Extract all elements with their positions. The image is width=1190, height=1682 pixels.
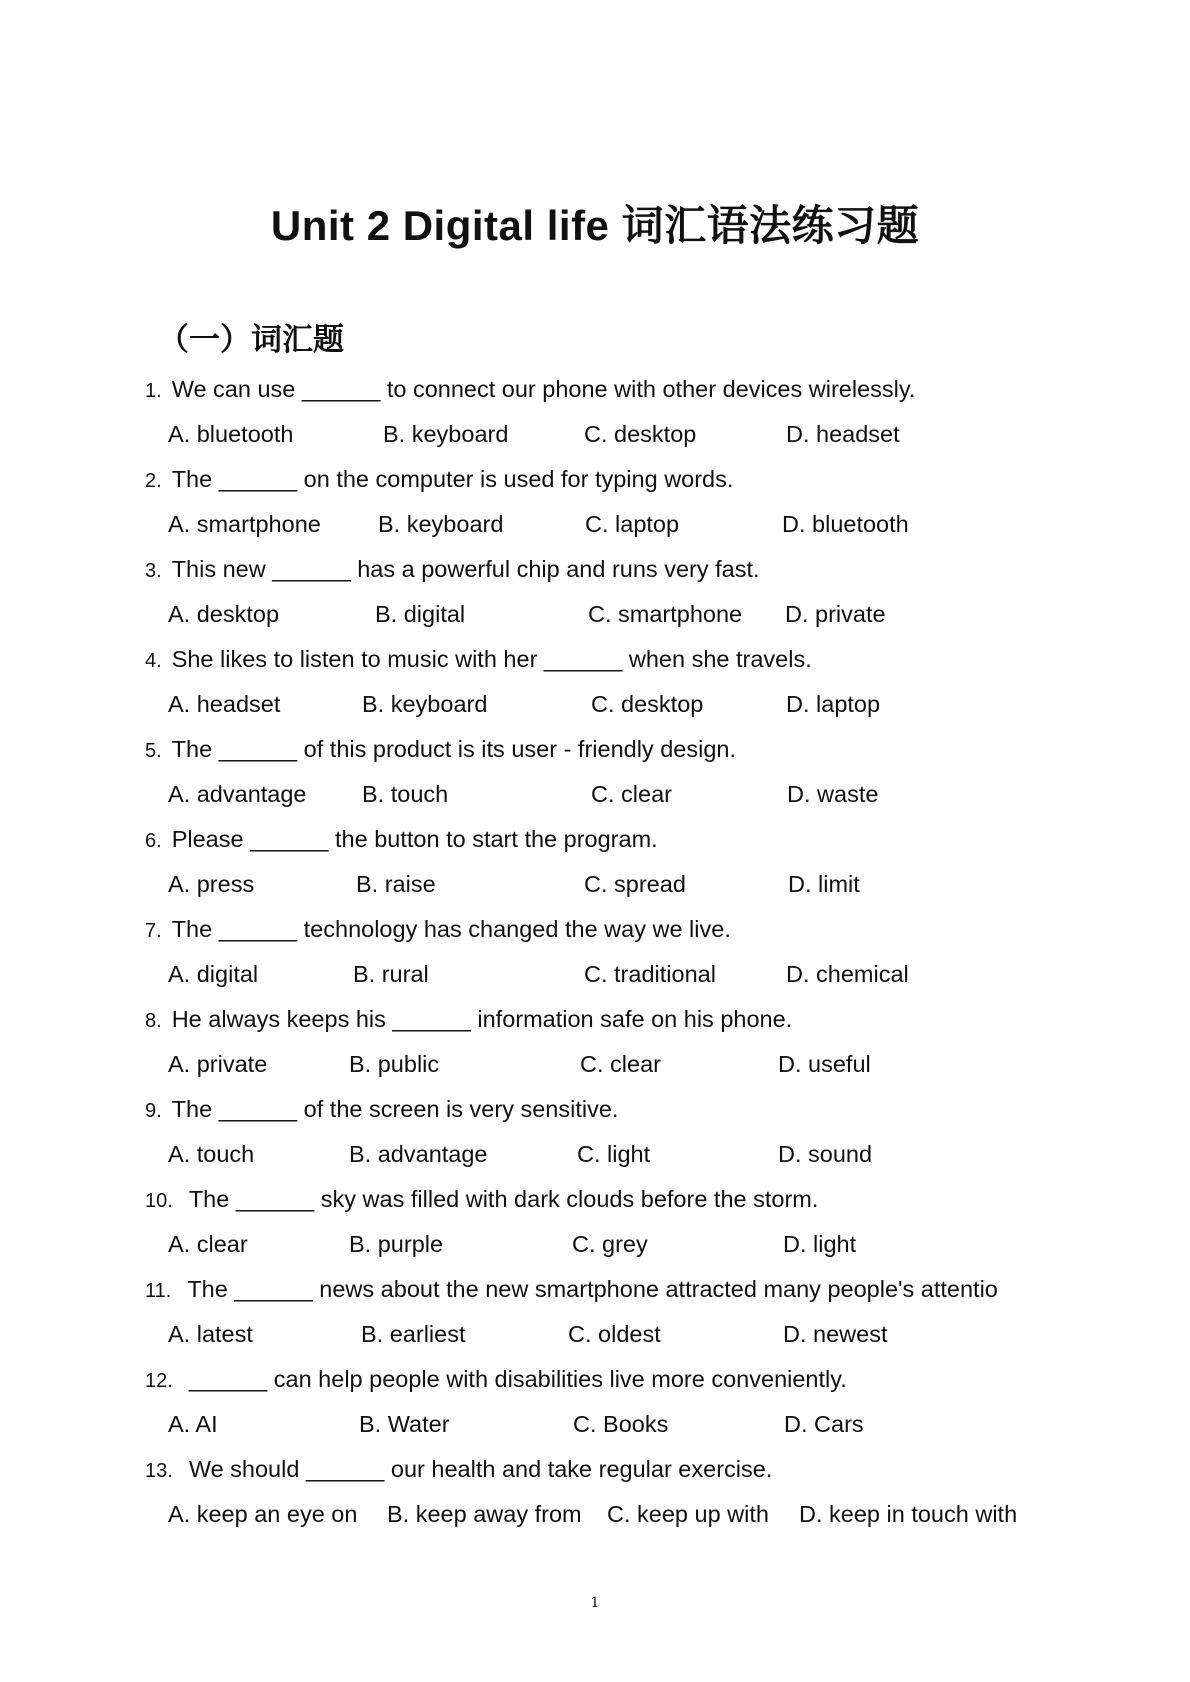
option-d: D. bluetooth xyxy=(782,511,909,537)
question-item xyxy=(0,912,1190,1002)
question-stem xyxy=(145,1182,818,1227)
option-b: B. earliest xyxy=(361,1321,466,1347)
question-item xyxy=(0,372,1190,462)
question-stem xyxy=(145,1452,772,1497)
question-item xyxy=(0,552,1190,642)
question-text: The ______ sky was filled with dark clouds before the storm. xyxy=(188,1186,819,1212)
option-c: C. desktop xyxy=(584,421,697,447)
question-item xyxy=(0,1092,1190,1182)
question-text: ______ can help people with disabilities live more conveniently. xyxy=(188,1366,847,1392)
option-a: A. advantage xyxy=(168,781,307,807)
question-item xyxy=(0,822,1190,912)
question-text: Please ______ the button to start the program. xyxy=(171,826,658,852)
page-title: Unit 2 Digital life 词汇语法练习题 xyxy=(270,202,920,249)
question-text: We should ______ our health and take regular exercise. xyxy=(188,1456,773,1482)
question-stem xyxy=(145,1092,618,1137)
question-item xyxy=(0,1002,1190,1092)
question-number: 13. xyxy=(145,1460,173,1482)
option-d: D. newest xyxy=(783,1321,888,1347)
question-text: She likes to listen to music with her ______ when she travels. xyxy=(171,646,812,672)
option-c: C. smartphone xyxy=(588,601,743,627)
option-d: D. limit xyxy=(788,871,860,897)
option-d: D. private xyxy=(785,601,886,627)
option-row xyxy=(0,1047,1190,1092)
option-a: A. press xyxy=(168,871,255,897)
option-a: A. desktop xyxy=(168,601,280,627)
option-b: B. raise xyxy=(356,871,436,897)
option-d: D. headset xyxy=(786,421,900,447)
question-item xyxy=(0,1272,1190,1362)
option-b: B. keyboard xyxy=(362,691,488,717)
option-a: A. headset xyxy=(168,691,281,717)
option-a: A. keep an eye on xyxy=(168,1501,358,1527)
option-row xyxy=(0,687,1190,732)
question-number: 3. xyxy=(145,560,162,582)
option-c: C. clear xyxy=(591,781,672,807)
option-row xyxy=(0,597,1190,642)
option-a: A. private xyxy=(168,1051,268,1077)
option-c: C. grey xyxy=(572,1231,648,1257)
option-c: C. traditional xyxy=(584,961,716,987)
option-row xyxy=(0,1407,1190,1452)
option-row xyxy=(0,867,1190,912)
option-d: D. Cars xyxy=(784,1411,864,1437)
option-b: B. purple xyxy=(349,1231,444,1257)
question-text: We can use ______ to connect our phone with other devices wirelessly. xyxy=(171,376,916,402)
option-row xyxy=(0,957,1190,1002)
option-b: B. advantage xyxy=(349,1141,488,1167)
option-c: C. keep up with xyxy=(607,1501,769,1527)
option-row xyxy=(0,1497,1190,1542)
option-c: C. clear xyxy=(580,1051,661,1077)
option-c: C. laptop xyxy=(585,511,680,537)
question-stem xyxy=(145,1362,847,1407)
option-d: D. keep in touch with xyxy=(799,1501,1018,1527)
option-a: A. clear xyxy=(168,1231,248,1257)
question-text: The ______ on the computer is used for typing words. xyxy=(171,466,734,492)
option-d: D. waste xyxy=(787,781,879,807)
option-a: A. AI xyxy=(168,1411,218,1437)
option-c: C. spread xyxy=(584,871,686,897)
option-d: D. sound xyxy=(778,1141,873,1167)
question-item xyxy=(0,642,1190,732)
option-row xyxy=(0,1317,1190,1362)
question-stem xyxy=(145,912,731,957)
option-row xyxy=(0,507,1190,552)
question-list xyxy=(0,372,1190,1542)
question-stem xyxy=(145,372,915,417)
question-number: 10. xyxy=(145,1190,173,1212)
section-heading: （一）词汇题 xyxy=(158,322,344,358)
option-b: B. keep away from xyxy=(387,1501,582,1527)
option-row xyxy=(0,777,1190,822)
question-number: 9. xyxy=(145,1100,162,1122)
question-stem xyxy=(145,552,760,597)
option-b: B. Water xyxy=(359,1411,450,1437)
question-item xyxy=(0,462,1190,552)
option-b: B. digital xyxy=(375,601,466,627)
question-stem xyxy=(145,462,733,507)
question-stem xyxy=(145,1272,998,1317)
option-c: C. Books xyxy=(573,1411,669,1437)
question-number: 8. xyxy=(145,1010,162,1032)
question-number: 6. xyxy=(145,830,162,852)
option-a: A. bluetooth xyxy=(168,421,294,447)
question-number: 1. xyxy=(145,380,162,402)
question-text: The ______ of this product is its user - friendly design. xyxy=(171,736,736,762)
option-c: C. desktop xyxy=(591,691,704,717)
question-item xyxy=(0,732,1190,822)
question-item xyxy=(0,1452,1190,1542)
option-a: A. touch xyxy=(168,1141,255,1167)
question-number: 2. xyxy=(145,470,162,492)
option-c: C. oldest xyxy=(568,1321,661,1347)
option-d: D. laptop xyxy=(786,691,881,717)
page-number: 1 xyxy=(590,1595,600,1611)
question-text: The ______ of the screen is very sensitive. xyxy=(171,1096,619,1122)
option-row xyxy=(0,417,1190,462)
option-a: A. latest xyxy=(168,1321,253,1347)
option-c: C. light xyxy=(577,1141,651,1167)
question-number: 7. xyxy=(145,920,162,942)
question-stem xyxy=(145,732,736,777)
option-row xyxy=(0,1137,1190,1182)
option-b: B. keyboard xyxy=(378,511,504,537)
question-number: 5. xyxy=(145,740,162,762)
question-number: 12. xyxy=(145,1370,173,1392)
question-stem xyxy=(145,822,658,867)
option-d: D. chemical xyxy=(786,961,909,987)
question-item xyxy=(0,1362,1190,1452)
question-text: The ______ news about the new smartphone attracted many people's attentio xyxy=(187,1276,998,1302)
question-stem xyxy=(145,1002,792,1047)
option-b: B. public xyxy=(349,1051,440,1077)
option-d: D. light xyxy=(783,1231,857,1257)
question-item xyxy=(0,1182,1190,1272)
option-b: B. rural xyxy=(353,961,429,987)
option-b: B. keyboard xyxy=(383,421,509,447)
question-text: He always keeps his ______ information safe on his phone. xyxy=(171,1006,793,1032)
option-d: D. useful xyxy=(778,1051,871,1077)
question-number: 11. xyxy=(145,1280,172,1302)
question-number: 4. xyxy=(145,650,162,672)
question-text: The ______ technology has changed the way we live. xyxy=(171,916,731,942)
option-a: A. smartphone xyxy=(168,511,321,537)
question-stem xyxy=(145,642,812,687)
option-row xyxy=(0,1227,1190,1272)
question-text: This new ______ has a powerful chip and runs very fast. xyxy=(171,556,760,582)
option-b: B. touch xyxy=(362,781,449,807)
option-a: A. digital xyxy=(168,961,259,987)
